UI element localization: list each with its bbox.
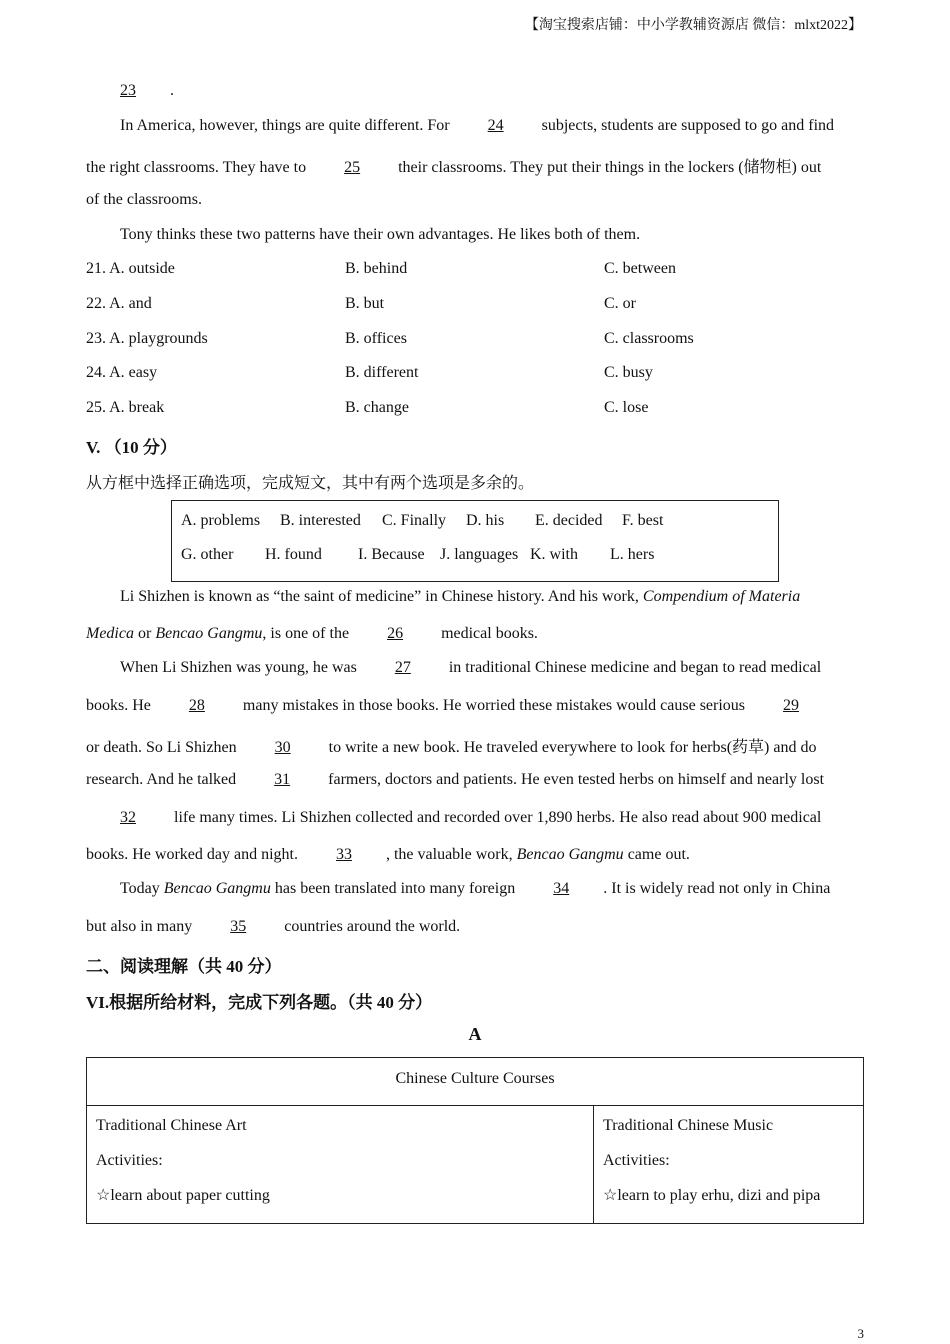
blank-27[interactable]: 27 — [394, 659, 411, 676]
word-option: A. problems — [181, 512, 261, 529]
q23-a[interactable]: 23. A. playgrounds — [86, 330, 208, 347]
q25-c[interactable]: C. lose — [604, 399, 649, 416]
passage1-p1-line3: of the classrooms. — [86, 191, 202, 208]
q22-a[interactable]: 22. A. and — [86, 295, 152, 312]
course-name: Traditional Chinese Art — [96, 1117, 247, 1134]
blank-33[interactable]: 33 — [335, 846, 352, 863]
blank-26[interactable]: 26 — [387, 625, 404, 642]
blank-28[interactable]: 28 — [188, 697, 205, 714]
course-name: Traditional Chinese Music — [603, 1117, 774, 1134]
blank-25[interactable]: 25 — [344, 159, 361, 176]
passage2-p2-line6: books. He worked day and night. 33 , the valuable work, Bencao Gangmu came out. — [86, 846, 690, 863]
page-number: 3 — [857, 1326, 864, 1341]
word-option: E. decided — [535, 512, 603, 529]
word-bank-box — [171, 500, 779, 582]
passage2-p3-line2: but also in many 35 countries around the world. — [86, 918, 461, 935]
blank-35[interactable]: 35 — [230, 918, 247, 935]
part2-title: 二、阅读理解（共 40 分） — [86, 957, 282, 976]
blank-34[interactable]: 34 — [553, 880, 570, 897]
q24-a[interactable]: 24. A. easy — [86, 364, 158, 381]
passage-label-a: A — [468, 1024, 482, 1044]
word-option: B. interested — [280, 512, 361, 529]
q23-c[interactable]: C. classrooms — [604, 330, 694, 347]
passage2-p3-line1: Today Bencao Gangmu has been translated into many foreign 34 . It is widely read not only in China — [120, 880, 831, 897]
word-option: H. found — [265, 546, 322, 563]
passage2-p2-line3: or death. So Li Shizhen 30 to write a new book. He traveled everywhere to look for herbs(药草) and do — [86, 739, 817, 756]
activity-item: ☆learn to play erhu, dizi and pipa — [603, 1187, 821, 1204]
word-option: G. other — [181, 546, 234, 563]
blank-24[interactable]: 24 — [487, 117, 504, 134]
blank-31[interactable]: 31 — [274, 771, 291, 788]
page-header: 【淘宝搜索店铺：中小学教辅资源店 微信：mlxt2022】 — [524, 18, 862, 33]
passage2-p2-line2: books. He 28 many mistakes in those books. He worried these mistakes would cause serious 29 — [86, 697, 833, 715]
part2-subtitle: VI.根据所给材料，完成下列各题。（共 40 分） — [86, 993, 433, 1012]
word-option: D. his — [466, 512, 505, 529]
courses-table — [86, 1057, 864, 1224]
section5-title: V. （10 分） — [86, 438, 177, 457]
section5-instruction: 从方框中选择正确选项，完成短文，其中有两个选项是多余的。 — [86, 475, 535, 492]
q22-b[interactable]: B. but — [345, 295, 385, 312]
passage2-p1-line1: Li Shizhen is known as “the saint of medicine” in Chinese history. And his work, Compendium of Materia — [120, 588, 801, 605]
table-cell-art — [87, 1106, 594, 1224]
table-cell-music — [594, 1106, 864, 1224]
blank-30[interactable]: 30 — [274, 739, 291, 756]
passage2-p2-line5: 32 life many times. Li Shizhen collected and recorded over 1,890 herbs. He also read about 900 medical — [86, 809, 821, 827]
passage2-p2-line4: research. And he talked 31 farmers, doctors and patients. He even tested herbs on himself and nearly lost — [86, 771, 825, 788]
word-option: L. hers — [610, 546, 655, 563]
passage2-p1-line2: Medica or Bencao Gangmu, is one of the 26 medical books. — [86, 625, 538, 642]
q24-b[interactable]: B. different — [345, 364, 419, 381]
word-option: I. Because — [358, 546, 425, 563]
q22-c[interactable]: C. or — [604, 295, 636, 312]
word-option: J. languages — [440, 546, 519, 563]
passage1-p1-line2: the right classrooms. They have to 25 their classrooms. They put their things in the lockers (储物柜) out — [86, 159, 822, 176]
q21-b[interactable]: B. behind — [345, 260, 408, 277]
word-option: K. with — [530, 546, 578, 563]
table-title: Chinese Culture Courses — [87, 1058, 864, 1106]
blank-29[interactable]: 29 — [783, 697, 800, 714]
activities-label: Activities: — [603, 1152, 670, 1169]
passage1-p2: Tony thinks these two patterns have their own advantages. He likes both of them. — [120, 226, 641, 243]
q21-a[interactable]: 21. A. outside — [86, 260, 175, 277]
passage2-p2-line1: When Li Shizhen was young, he was 27 in traditional Chinese medicine and began to read medical — [120, 659, 822, 676]
q25-a[interactable]: 25. A. break — [86, 399, 165, 416]
passage1-line0: 23 . — [86, 82, 174, 100]
word-option: C. Finally — [382, 512, 447, 529]
q21-c[interactable]: C. between — [604, 260, 676, 277]
q24-c[interactable]: C. busy — [604, 364, 653, 381]
blank-32[interactable]: 32 — [120, 809, 136, 826]
word-option: F. best — [622, 512, 664, 529]
q23-b[interactable]: B. offices — [345, 330, 407, 347]
passage1-p1-line1: In America, however, things are quite different. For 24 subjects, students are supposed to go and find — [120, 117, 835, 134]
activities-label: Activities: — [96, 1152, 163, 1169]
blank-23[interactable]: 23 — [120, 82, 136, 99]
activity-item: ☆learn about paper cutting — [96, 1187, 270, 1204]
q25-b[interactable]: B. change — [345, 399, 409, 416]
